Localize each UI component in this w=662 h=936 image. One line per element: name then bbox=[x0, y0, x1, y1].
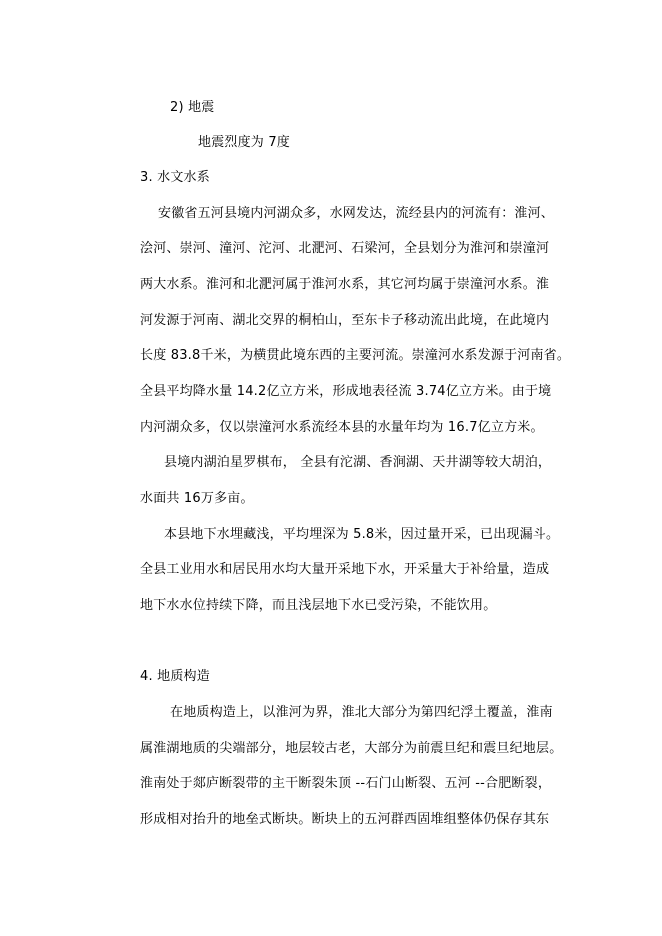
paragraph-line: 两大水系。淮河和北淝河属于淮河水系，其它河均属于崇潼河水系。淮 bbox=[140, 277, 550, 292]
paragraph-line: 县境内湖泊星罗棋布， 全县有沱湖、香涧湖、天井湖等较大胡泊， bbox=[164, 455, 552, 470]
paragraph-line: 本县地下水埋藏浅，平均埋深为 5.8米，因过量开采，已出现漏斗。 bbox=[164, 527, 560, 542]
paragraph-line: 内河湖众多，仅以崇潼河水系流经本县的水量年均为 16.7亿立方米。 bbox=[140, 420, 544, 435]
paragraph-line: 水面共 16万多亩。 bbox=[140, 491, 254, 506]
paragraph-line: 地震烈度为 7度 bbox=[198, 135, 291, 150]
paragraph-line: 淮南处于郯庐断裂带的主干断裂朱顶 --石门山断裂、五河 --合肥断裂， bbox=[140, 776, 552, 791]
paragraph-line: 全县平均降水量 14.2亿立方米，形成地表径流 3.74亿立方米。由于境 bbox=[140, 384, 552, 399]
paragraph-line: 长度 83.8千米，为横贯此境东西的主要河流。崇潼河水系发源于河南省。 bbox=[140, 348, 571, 363]
paragraph-line: 属淮湖地质的尖端部分，地层较古老，大部分为前震旦纪和震旦纪地层。 bbox=[140, 741, 563, 756]
paragraph-line: 河发源于河南、湖北交界的桐柏山，至东卡子移动流出此境，在此境内 bbox=[140, 313, 550, 328]
section-heading-geology: 4. 地质构造 bbox=[140, 669, 210, 684]
paragraph-line: 安徽省五河县境内河湖众多，水网发达，流经县内的河流有：淮河、 bbox=[158, 206, 555, 221]
section-heading-earthquake: 2) 地震 bbox=[170, 100, 215, 115]
paragraph-line: 在地质构造上，以淮河为界，淮北大部分为第四纪浮土覆盖，淮南 bbox=[170, 705, 553, 720]
section-heading-hydrology: 3. 水文水系 bbox=[140, 170, 210, 185]
paragraph-line: 浍河、崇河、潼河、沱河、北淝河、石梁河，全县划分为淮河和崇潼河 bbox=[140, 241, 550, 256]
paragraph-line: 全县工业用水和居民用水均大量开采地下水，开采量大于补给量，造成 bbox=[140, 562, 550, 577]
paragraph-line: 形成相对抬升的地垒式断块。断块上的五河群西固堆组整体仍保存其东 bbox=[140, 812, 550, 827]
paragraph-line: 地下水水位持续下降，而且浅层地下水已受污染，不能饮用。 bbox=[140, 598, 497, 613]
